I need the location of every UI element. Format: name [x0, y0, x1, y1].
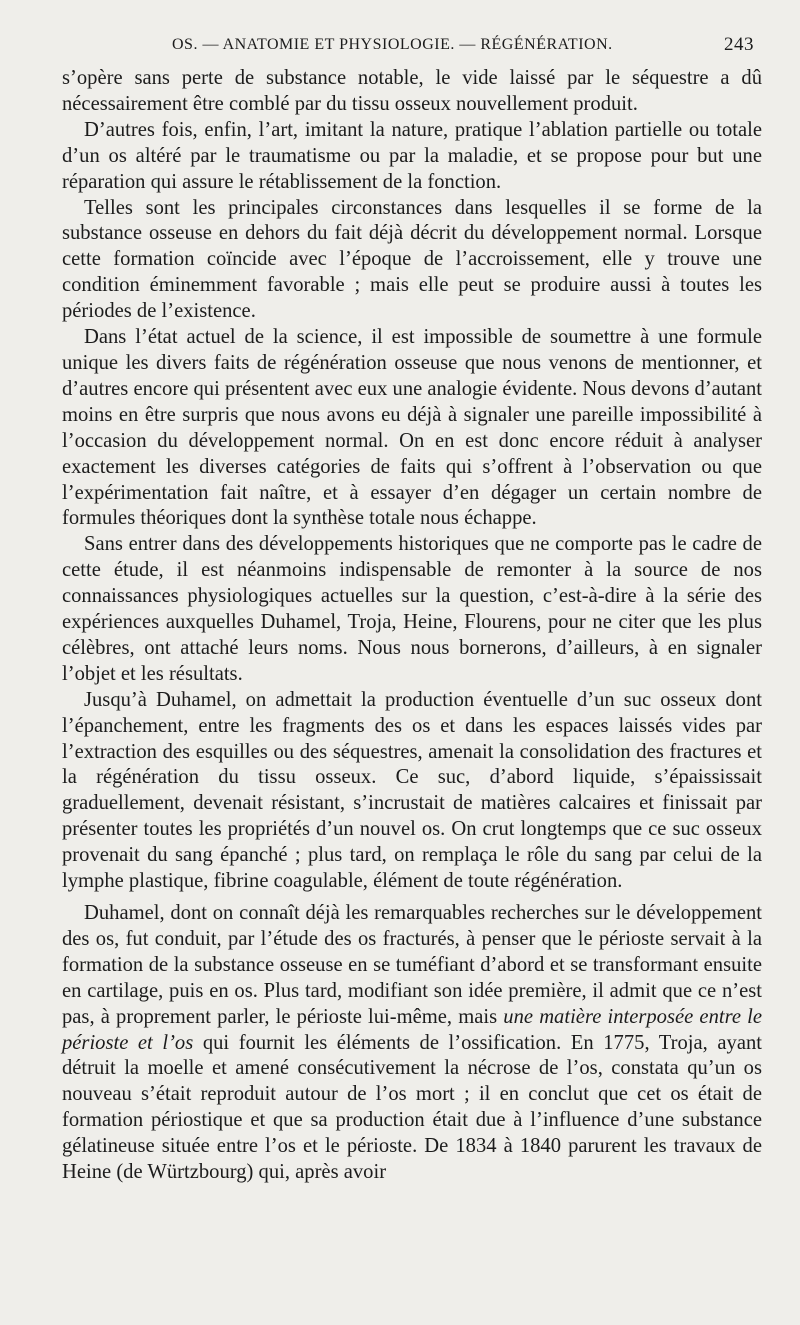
running-head-title: OS. — ANATOMIE ET PHYSIOLOGIE. — RÉGÉNÉRATION.: [172, 36, 613, 53]
italic-phrase: une matière interposée entre le périoste et l’os: [62, 1005, 763, 1054]
paragraph-3: Telles sont les principales circonstances dans lesquelles il se forme de la substance osseuse en dehors du fait déjà décrit du développement normal. Lorsque cette formation coïncide avec l’époque de l’accroissement, elle y trouve une condition éminemment favorable ; mais elle peut se produire aussi à toutes les périodes de l’existence.: [62, 196, 762, 323]
paragraph-7-start: Duhamel, dont on connaît déjà les remarquables recherches sur le développement des os, fut conduit, par l’étude des os fracturés, à penser que le périoste servait à la formation de la substance osseuse en se tuméfiant d’abord et se transformant ensuite en cartilage, puis en os. Plus tard, modifiant son idée première, il admit que ce n’est pas, à proprement parler, le périoste lui-même, mais: [62, 902, 762, 1028]
paragraph-4: Dans l’état actuel de la science, il est impossible de soumettre à une formule unique les divers faits de régénération osseuse que nous venons de mentionner, et d’autres encore qui présentent avec eux une analogie évidente. Nous devons d’autant moins en être surpris que nous avons eu déjà à signaler une pareille impossibilité à l’occasion du développement normal. On en est donc encore réduit à analyser exactement les diverses catégories de faits qui s’offrent à l’observation ou que l’expérimentation fait naître, et à essayer d’en dégager un certain nombre de formules théoriques dont la synthèse totale nous échappe.: [62, 326, 762, 530]
running-head: [62, 34, 762, 62]
paragraph-6: Jusqu’à Duhamel, on admettait la production éventuelle d’un suc osseux dont l’épanchement, entre les fragments des os et dans les espaces laissés vides par l’extraction des esquilles ou des séquestres, amenait la consolidation des fractures et la régénération du tissu osseux. Ce suc, d’abord liquide, s’épaississait graduellement, devenait résistant, s’incrustait de matières calcaires et finissait par présenter toutes les propriétés d’un nouvel os. On crut longtemps que ce suc osseux provenait du sang épanché ; plus tard, on remplaça le rôle du sang par celui de la lymphe plastique, fibrine coagulable, élément de toute régénération.: [62, 688, 762, 893]
paragraph-5: Sans entrer dans des développements historiques que ne comporte pas le cadre de cette étude, il est néanmoins indispensable de remonter à la source de nos connaissances physiologiques actuelles sur la question, c’est-à-dire à la série des expériences auxquelles Duhamel, Troja, Heine, Flourens, pour ne citer que les plus célèbres, ont attaché leurs noms. Nous nous bornerons, d’ailleurs, à en signaler l’objet et les résultats.: [62, 533, 762, 685]
page-number: 243: [724, 34, 754, 55]
body-text: [62, 66, 762, 1186]
paragraph-2: D’autres fois, enfin, l’art, imitant la nature, pratique l’ablation partielle ou totale d’un os altéré par le traumatisme ou par la maladie, et se propose pour but une réparation qui assure le rétablissement de la fonction.: [62, 118, 762, 193]
paragraph-1: s’opère sans perte de substance notable, le vide laissé par le séquestre a dû nécessairement être comblé par du tissu osseux nouvellement produit.: [62, 67, 762, 115]
paragraph-7: [62, 901, 762, 1186]
paragraph-7-end: qui fournit les éléments de l’ossification. En 1775, Troja, ayant détruit la moelle et amené consécutivement la nécrose de l’os, constata qu’un os nouveau s’était reproduit autour de l’os mort ; il en conclut que cet os était de formation périostique et que sa production était due à l’influence d’une substance gélatineuse située entre l’os et le périoste. De 1834 à 1840 parurent les travaux de Heine (de Würtzbourg) qui, après avoir: [62, 1031, 762, 1184]
